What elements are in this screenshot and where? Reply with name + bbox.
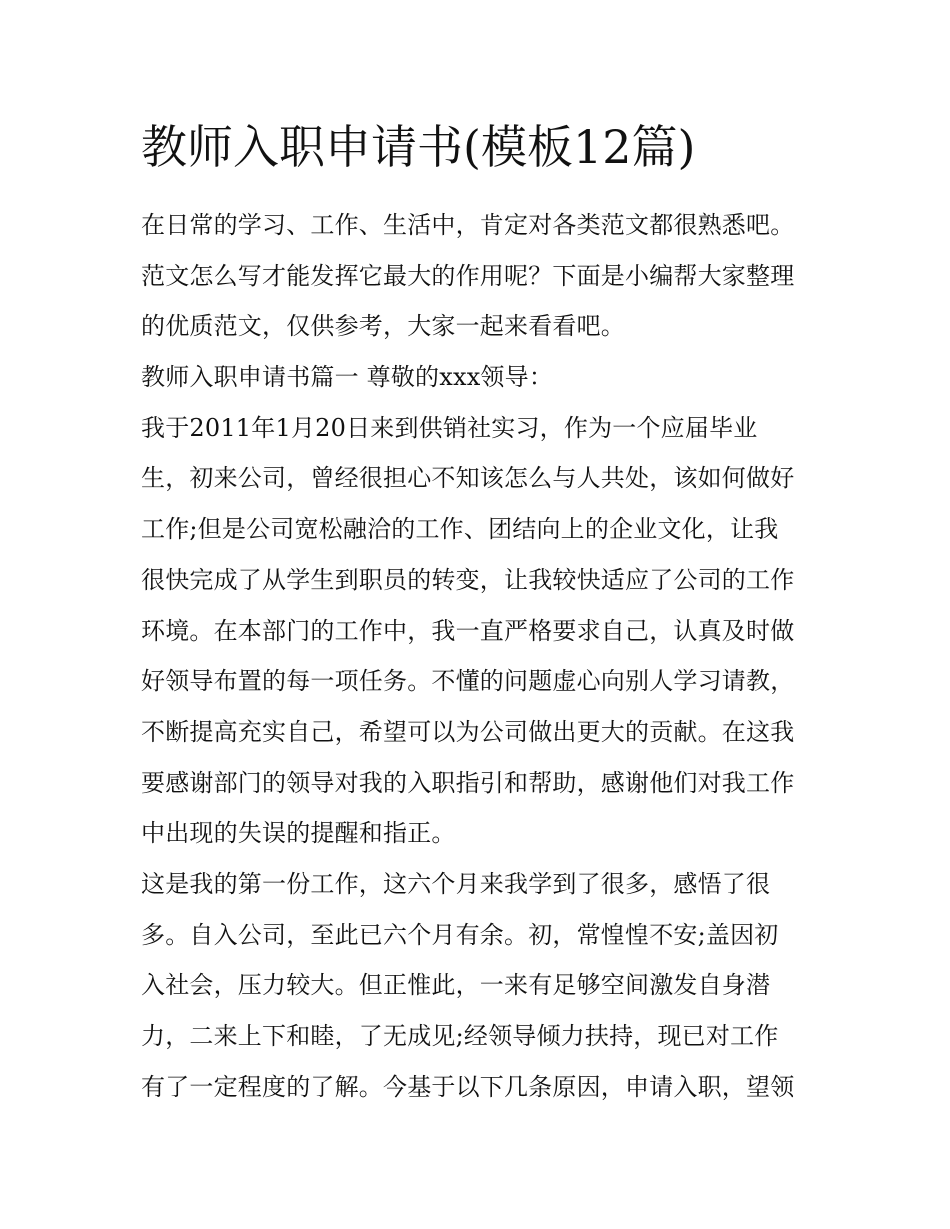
body-line: 要感谢部门的领导对我的入职指引和帮助，感谢他们对我工作 bbox=[141, 768, 795, 797]
body-line: 好领导布置的每一项任务。不懂的问题虚心向别人学习请教， bbox=[141, 667, 795, 696]
body-line: 工作;但是公司宽松融洽的工作、团结向上的企业文化，让我 bbox=[141, 515, 779, 544]
body-line: 我于2011年1月20日来到供销社实习，作为一个应届毕业 bbox=[141, 413, 758, 442]
body-line: 教师入职申请书篇一 尊敬的xxx领导： bbox=[141, 363, 554, 392]
body-line: 这是我的第一份工作，这六个月来我学到了很多，感悟了很 bbox=[141, 869, 771, 898]
body-line: 的优质范文，仅供参考，大家一起来看看吧。 bbox=[141, 312, 625, 341]
body-line: 在日常的学习、工作、生活中，肯定对各类范文都很熟悉吧。 bbox=[141, 211, 795, 239]
body-line: 生，初来公司，曾经很担心不知该怎么与人共处，该如何做好 bbox=[141, 464, 795, 493]
document-body bbox=[141, 200, 841, 1112]
body-line: 多。自入公司，至此已六个月有余。初，常惶惶不安;盖因初 bbox=[141, 920, 779, 949]
body-line: 环境。在本部门的工作中，我一直严格要求自己，认真及时做 bbox=[141, 616, 795, 645]
body-line: 范文怎么写才能发挥它最大的作用呢？下面是小编帮大家整理 bbox=[141, 261, 795, 290]
body-line: 中出现的失误的提醒和指正。 bbox=[141, 819, 456, 848]
body-line: 很快完成了从学生到职员的转变，让我较快适应了公司的工作 bbox=[141, 565, 795, 594]
body-line: 不断提高充实自己，希望可以为公司做出更大的贡献。在这我 bbox=[141, 717, 795, 746]
body-line: 入社会，压力较大。但正惟此，一来有足够空间激发自身潜 bbox=[141, 971, 771, 1000]
body-line: 力，二来上下和睦，了无成见;经领导倾力扶持，现已对工作 bbox=[141, 1022, 779, 1050]
document-title: 教师入职申请书(模板12篇) bbox=[141, 120, 696, 174]
body-line: 有了一定程度的了解。今基于以下几条原因，申请入职，望领 bbox=[141, 1072, 795, 1101]
